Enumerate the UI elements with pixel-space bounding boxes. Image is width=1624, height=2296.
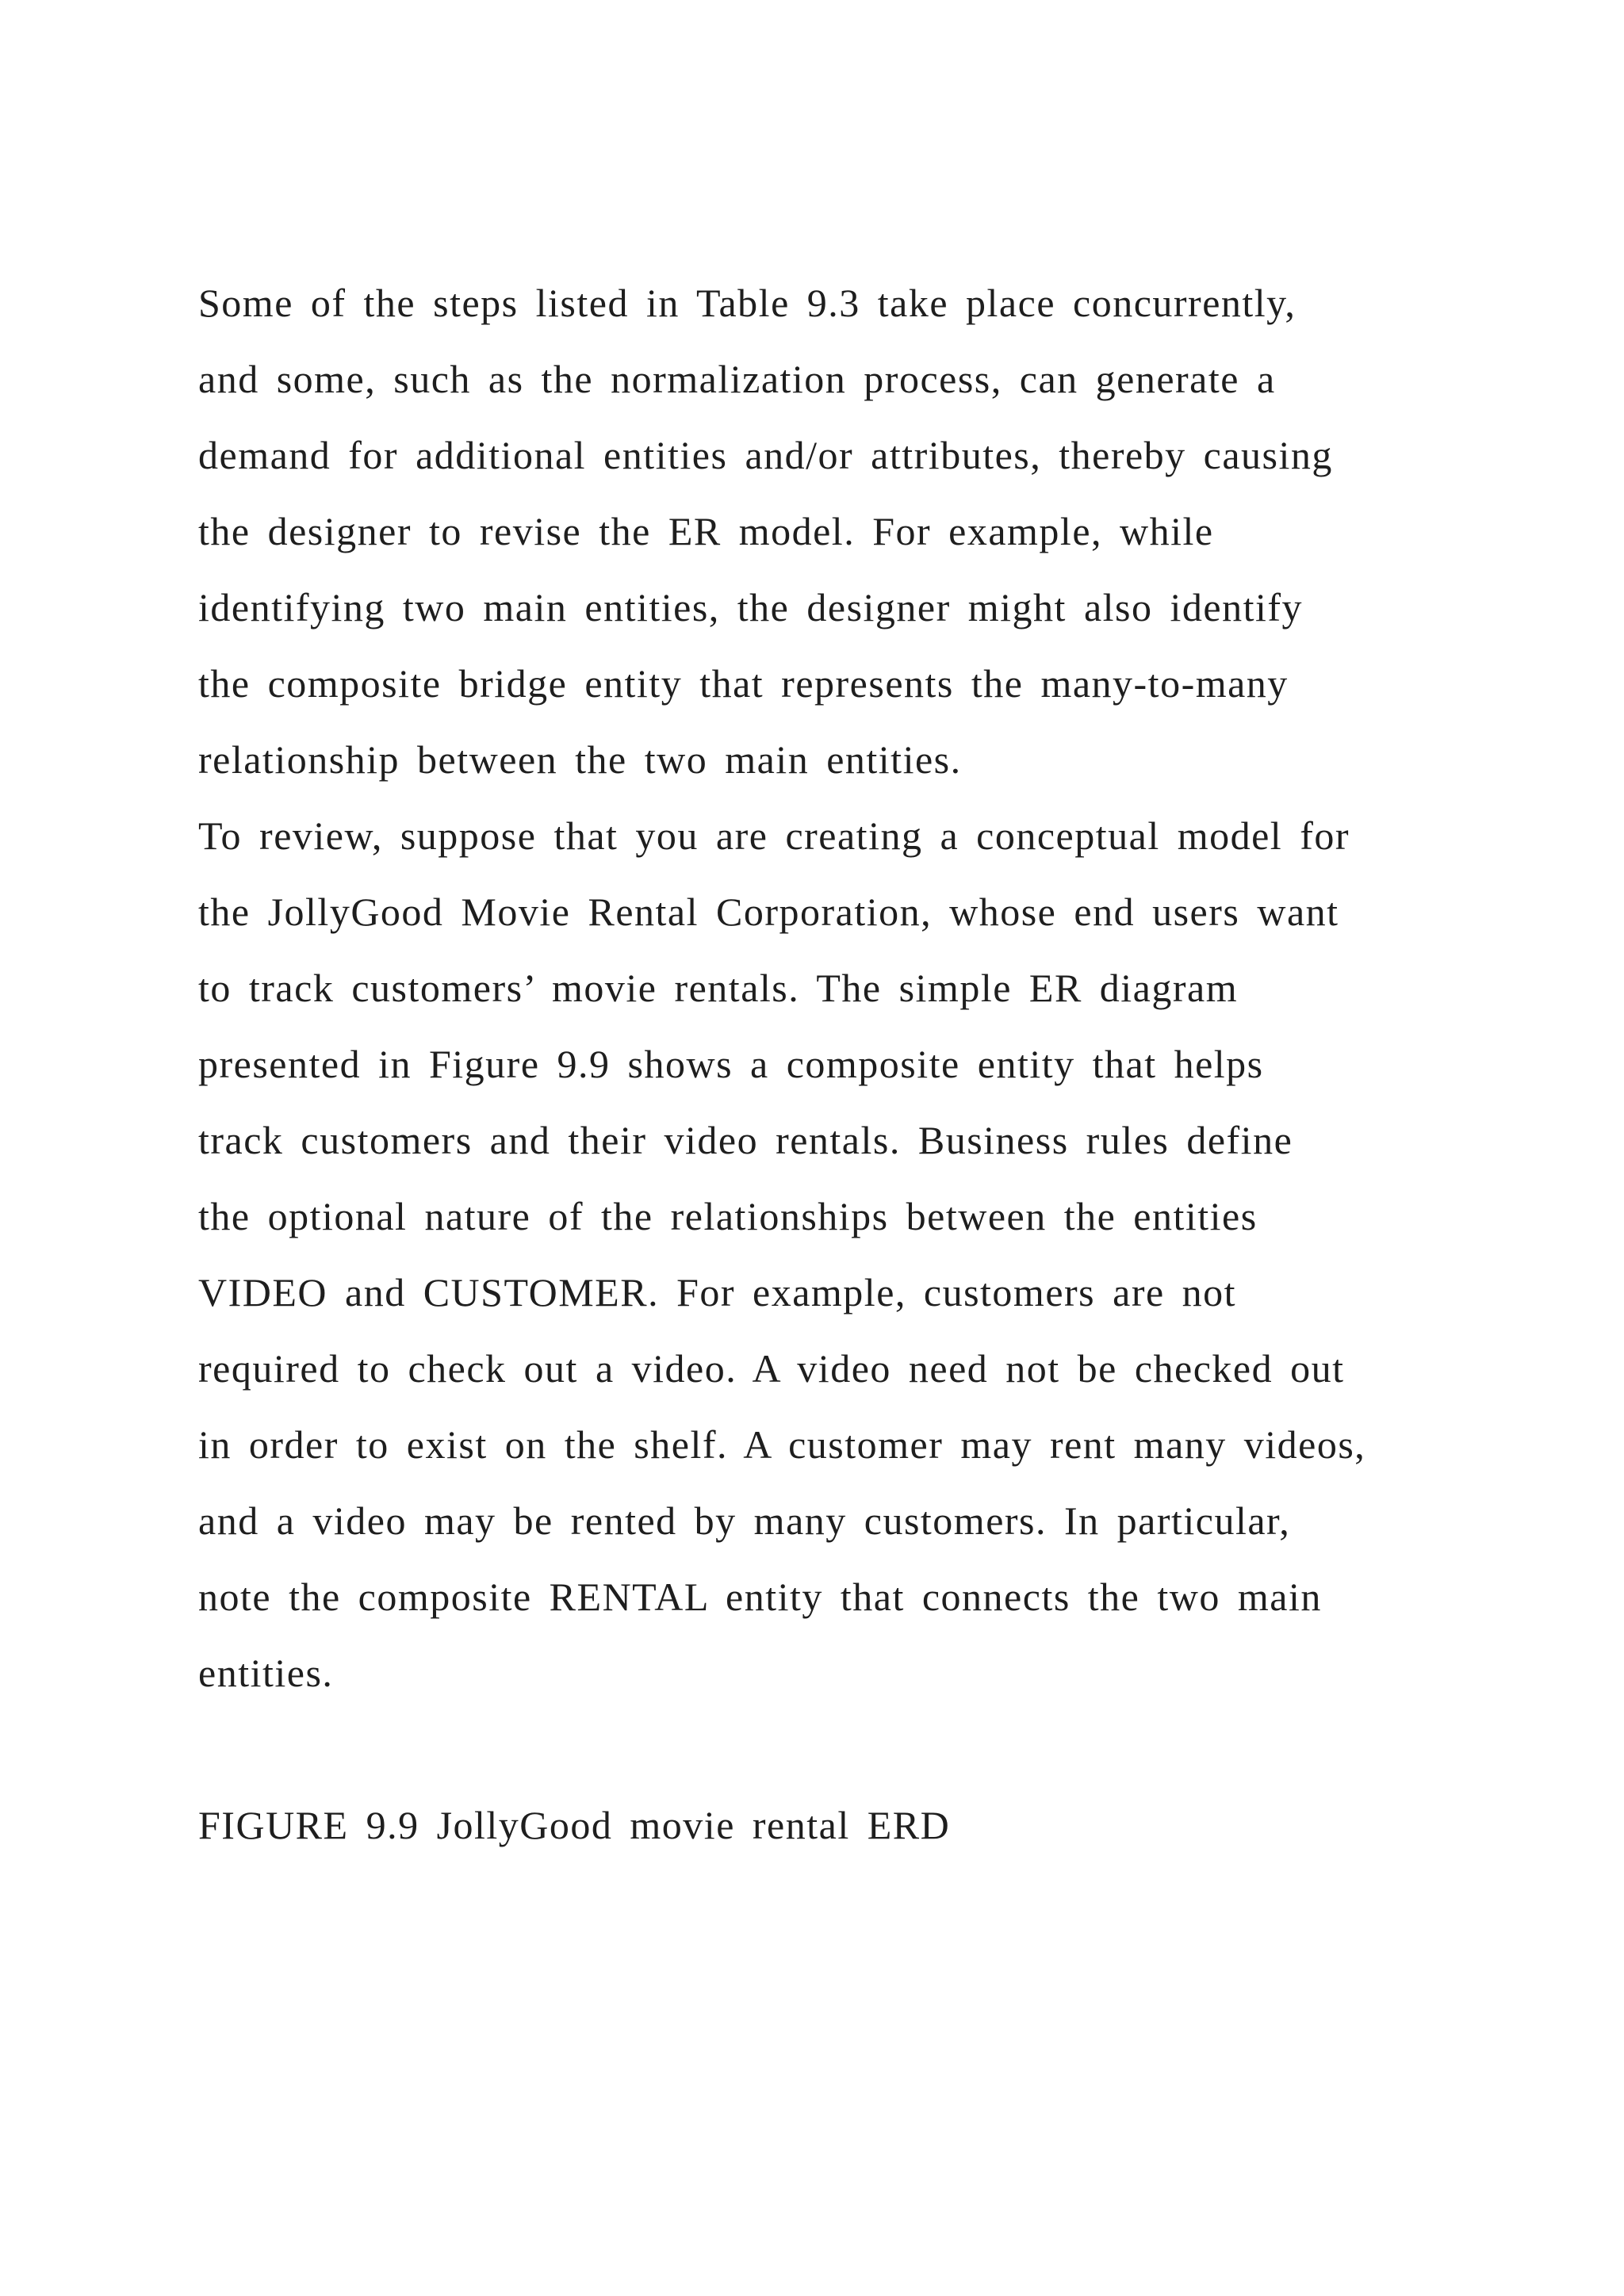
text-line: the JollyGood Movie Rental Corporation, whose end users want — [198, 890, 1339, 934]
blank-line — [198, 1711, 1515, 1787]
text-line: demand for additional entities and/or attributes, thereby causing — [198, 433, 1333, 477]
paragraph-2 — [198, 798, 1515, 1711]
text-line: identifying two main entities, the designer might also identify — [198, 585, 1303, 629]
text-line: presented in Figure 9.9 shows a composite entity that helps — [198, 1042, 1264, 1086]
text-line: and some, such as the normalization process, can generate a — [198, 357, 1276, 401]
figure-caption: FIGURE 9.9 JollyGood movie rental ERD — [198, 1803, 951, 1847]
text-line: Some of the steps listed in Table 9.3 take place concurrently, — [198, 281, 1297, 325]
text-line: to track customers’ movie rentals. The simple ER diagram — [198, 966, 1239, 1010]
text-line: the designer to revise the ER model. For example, while — [198, 509, 1214, 553]
text-line: the composite bridge entity that represents the many-to-many — [198, 661, 1289, 706]
text-line: To review, suppose that you are creating a conceptual model for — [198, 813, 1350, 858]
text-line: note the composite RENTAL entity that connects the two main — [198, 1575, 1322, 1619]
text-line: track customers and their video rentals. Business rules define — [198, 1118, 1293, 1162]
text-line: in order to exist on the shelf. A customer may rent many videos, — [198, 1422, 1366, 1467]
text-line: and a video may be rented by many customers. In particular, — [198, 1498, 1291, 1543]
text-line: required to check out a video. A video need not be checked out — [198, 1346, 1345, 1391]
text-line: the optional nature of the relationships between the entities — [198, 1194, 1258, 1238]
text-line: relationship between the two main entities. — [198, 737, 962, 782]
text-line: entities. — [198, 1651, 334, 1695]
paragraph-1 — [198, 265, 1515, 798]
text-line: VIDEO and CUSTOMER. For example, customers are not — [198, 1270, 1237, 1314]
document-body — [198, 265, 1515, 1863]
